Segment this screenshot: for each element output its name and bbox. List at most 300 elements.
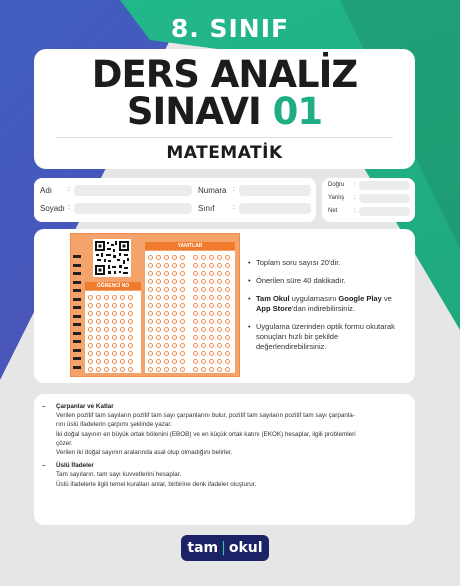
number-bubble — [120, 351, 125, 356]
bubble-row — [88, 310, 133, 316]
answer-bubble — [201, 335, 206, 340]
surname-label: Soyadı — [40, 204, 65, 213]
answer-bubble — [148, 287, 153, 292]
answers-grid — [145, 251, 235, 373]
bubble-row — [88, 318, 133, 324]
number-bubble — [104, 311, 109, 316]
class-label: Sınıf — [198, 204, 215, 213]
class-field[interactable] — [239, 203, 311, 214]
answer-bubble — [172, 287, 177, 292]
answer-bubble — [156, 311, 161, 316]
topic-line: İki doğal sayının en büyük ortak bölenini (EBOB) ve en küçük ortak katını (EKOK) hesaplar, ilgili problemleri — [56, 430, 356, 438]
answer-bubble — [225, 359, 230, 364]
answer-bubble — [225, 327, 230, 332]
answer-bubble — [217, 303, 222, 308]
result-card — [322, 178, 415, 222]
qr-code — [93, 239, 131, 277]
bubble-row — [148, 366, 185, 372]
number-bubble — [128, 327, 133, 332]
net-field[interactable] — [359, 207, 410, 216]
timing-mark — [73, 289, 81, 292]
answer-bubble — [217, 319, 222, 324]
answer-bubble — [193, 311, 198, 316]
bubble-row — [148, 358, 185, 364]
answer-bubble — [225, 335, 230, 340]
student-number-label: ÖĞRENCİ NO — [85, 282, 141, 290]
answer-bubble — [164, 311, 169, 316]
timing-mark — [73, 298, 81, 301]
answer-bubble — [225, 319, 230, 324]
answer-bubble — [148, 359, 153, 364]
instructions-list — [248, 258, 408, 360]
answer-bubble — [225, 303, 230, 308]
exam-number: 01 — [272, 90, 323, 133]
answer-bubble — [201, 271, 206, 276]
wrong-label: Yanlış — [328, 195, 345, 201]
answer-bubble — [148, 367, 153, 372]
answer-bubble — [180, 319, 185, 324]
number-bubble — [128, 319, 133, 324]
subject-title: MATEMATİK — [166, 143, 283, 163]
number-bubble — [112, 367, 117, 372]
answer-bubble — [172, 335, 177, 340]
topic-line: Verilen pozitif tam sayıların pozitif tam sayı çarpanlarını bulur, pozitif tam sayıların pozitif tam sayı çarpanla- — [56, 412, 355, 420]
number-bubble — [112, 295, 117, 300]
number-bubble — [96, 319, 101, 324]
answer-bubble — [225, 279, 230, 284]
answer-bubble — [156, 367, 161, 372]
answer-bubble — [180, 287, 185, 292]
number-bubble — [120, 327, 125, 332]
number-bubble — [120, 359, 125, 364]
tamokul-logo — [181, 535, 269, 561]
number-bubble — [96, 303, 101, 308]
student-info-card — [34, 178, 316, 222]
number-bubble — [112, 303, 117, 308]
answer-bubble — [201, 343, 206, 348]
number-bubble — [88, 295, 93, 300]
answer-bubble — [164, 319, 169, 324]
answer-bubble — [193, 263, 198, 268]
wrong-field[interactable] — [359, 194, 410, 203]
store-name: Google Play — [338, 294, 382, 303]
bubble-row — [148, 318, 185, 324]
bubble-row — [148, 334, 185, 340]
answer-bubble — [225, 367, 230, 372]
bubble-row — [88, 366, 133, 372]
bubble-row — [193, 286, 230, 292]
answer-bubble — [148, 311, 153, 316]
answer-bubble — [156, 303, 161, 308]
number-bubble — [112, 311, 117, 316]
answer-bubble — [201, 359, 206, 364]
bubble-row — [148, 294, 185, 300]
answer-bubble — [193, 295, 198, 300]
net-label: Net — [328, 208, 338, 214]
number-bubble — [96, 343, 101, 348]
colon: : — [354, 195, 356, 201]
answer-bubble — [164, 359, 169, 364]
answer-bubble — [156, 359, 161, 364]
bubble-row — [193, 358, 230, 364]
answer-bubble — [172, 271, 177, 276]
answer-bubble — [225, 343, 230, 348]
answer-bubble — [217, 271, 222, 276]
answer-bubble — [148, 319, 153, 324]
timing-mark — [73, 264, 81, 267]
answer-bubble — [148, 303, 153, 308]
bubble-row — [88, 342, 133, 348]
answer-bubble — [193, 255, 198, 260]
title-divider — [56, 137, 393, 138]
answer-bubble — [193, 279, 198, 284]
answer-bubble — [180, 279, 185, 284]
answer-bubble — [209, 271, 214, 276]
number-bubble — [120, 303, 125, 308]
topic-line: Verilen iki doğal sayının aralarında asal olup olmadığını belirler. — [56, 449, 233, 457]
number-bubble — [128, 295, 133, 300]
logo-text-left: tam — [187, 540, 219, 556]
answer-bubble — [209, 263, 214, 268]
number-bubble — [104, 327, 109, 332]
bubble-row — [193, 326, 230, 332]
number-bubble — [96, 359, 101, 364]
topic-title: – Çarpanlar ve Katlar — [42, 402, 410, 411]
answer-bubble — [164, 287, 169, 292]
answer-bubble — [156, 351, 161, 356]
answer-bubble — [148, 343, 153, 348]
timing-mark — [73, 272, 81, 275]
timing-mark — [73, 332, 81, 335]
number-bubble — [128, 303, 133, 308]
answer-bubble — [217, 255, 222, 260]
answer-bubble — [148, 255, 153, 260]
number-bubble — [112, 343, 117, 348]
timing-mark — [73, 281, 81, 284]
instruction-item: • Toplam soru sayısı 20'dir. — [248, 258, 408, 268]
number-bubble — [120, 335, 125, 340]
bubble-row — [148, 326, 185, 332]
answer-bubble — [172, 263, 177, 268]
number-bubble — [112, 351, 117, 356]
answer-bubble — [201, 319, 206, 324]
number-bubble — [88, 303, 93, 308]
topic-title: – Üslü İfadeler — [42, 461, 410, 470]
answer-bubble — [148, 271, 153, 276]
answer-bubble — [225, 255, 230, 260]
answer-bubble — [172, 295, 177, 300]
bubble-row — [88, 326, 133, 332]
answer-bubble — [209, 367, 214, 372]
number-bubble — [96, 311, 101, 316]
bubble-row — [148, 350, 185, 356]
number-bubble — [120, 319, 125, 324]
instruction-item: • Uygulama üzerinden optik formu okutarak sonuçları hızlı bir şekilde değerlendirebilirsiniz. — [248, 322, 408, 352]
answer-bubble — [156, 335, 161, 340]
answer-bubble — [164, 263, 169, 268]
answer-bubble — [217, 287, 222, 292]
answer-bubble — [164, 279, 169, 284]
correct-field[interactable] — [359, 181, 410, 190]
number-bubble — [96, 367, 101, 372]
bubble-row — [88, 350, 133, 356]
bubble-row — [193, 350, 230, 356]
bubble-row — [193, 262, 230, 268]
answer-bubble — [201, 279, 206, 284]
colon: : — [68, 186, 70, 193]
answer-bubble — [193, 303, 198, 308]
number-bubble — [128, 343, 133, 348]
answer-bubble — [193, 327, 198, 332]
answers-label: YANITLAR — [145, 242, 235, 250]
bubble-row — [88, 334, 133, 340]
answer-bubble — [225, 271, 230, 276]
answer-bubble — [193, 359, 198, 364]
timing-mark — [73, 366, 81, 369]
answer-bubble — [217, 335, 222, 340]
answer-bubble — [217, 359, 222, 364]
brand-name: Tam Okul — [256, 294, 290, 303]
answer-bubble — [209, 359, 214, 364]
student-number-grid — [85, 291, 141, 373]
number-bubble — [88, 335, 93, 340]
answer-bubble — [209, 335, 214, 340]
answer-bubble — [225, 311, 230, 316]
answer-bubble — [201, 311, 206, 316]
answer-bubble — [201, 327, 206, 332]
instruction-text: uygulamasını — [289, 294, 339, 303]
answer-bubble — [180, 295, 185, 300]
answer-bubble — [217, 311, 222, 316]
answer-bubble — [148, 295, 153, 300]
bubble-row — [193, 302, 230, 308]
bubble-row — [148, 270, 185, 276]
number-bubble — [88, 351, 93, 356]
answer-bubble — [164, 271, 169, 276]
bubble-row — [88, 302, 133, 308]
answer-bubble — [156, 295, 161, 300]
answer-bubble — [148, 351, 153, 356]
timing-mark — [73, 340, 81, 343]
topic-line: Üslü ifadelerle ilgili temel kuralları anlar, birbirine denk ifadeler oluşturur. — [56, 480, 257, 488]
number-bubble — [88, 319, 93, 324]
answer-bubble — [180, 359, 185, 364]
answer-bubble — [180, 335, 185, 340]
logo-separator: | — [221, 540, 226, 556]
number-bubble — [120, 343, 125, 348]
name-field[interactable] — [74, 185, 192, 196]
timing-mark — [73, 255, 81, 258]
number-bubble — [104, 343, 109, 348]
answer-bubble — [201, 303, 206, 308]
title-text: SINAVI — [126, 90, 261, 133]
answer-bubble — [225, 295, 230, 300]
number-bubble — [112, 335, 117, 340]
answer-bubble — [209, 287, 214, 292]
bubble-row — [148, 310, 185, 316]
answer-bubble — [172, 351, 177, 356]
answer-bubble — [180, 343, 185, 348]
answer-bubble — [193, 319, 198, 324]
number-bubble — [104, 303, 109, 308]
colon: : — [233, 186, 235, 193]
answer-bubble — [148, 263, 153, 268]
number-bubble — [112, 359, 117, 364]
answer-bubble — [172, 343, 177, 348]
number-bubble — [88, 359, 93, 364]
answer-bubble — [201, 367, 206, 372]
timing-mark — [73, 315, 81, 318]
answer-bubble — [180, 327, 185, 332]
grade-label: 8. SINIF — [170, 14, 290, 43]
number-bubble — [128, 351, 133, 356]
colon: : — [233, 204, 235, 211]
number-label: Numara — [198, 186, 227, 195]
number-bubble — [96, 351, 101, 356]
colon: : — [354, 208, 356, 214]
title-line-2 — [34, 92, 415, 132]
answer-bubble — [172, 359, 177, 364]
number-bubble — [104, 367, 109, 372]
bubble-row — [148, 262, 185, 268]
answer-bubble — [209, 303, 214, 308]
bubble-row — [193, 294, 230, 300]
answer-bubble — [156, 255, 161, 260]
number-bubble — [104, 359, 109, 364]
answer-bubble — [201, 351, 206, 356]
answer-bubble — [180, 263, 185, 268]
topic-line: Tam sayıların, tam sayı kuvvetlerini hesaplar. — [56, 471, 182, 479]
colon: : — [68, 204, 70, 211]
bubble-row — [88, 294, 133, 300]
answer-bubble — [193, 343, 198, 348]
answer-bubble — [209, 311, 214, 316]
store-name: App Store — [256, 304, 292, 313]
answer-bubble — [156, 343, 161, 348]
answer-bubble — [180, 311, 185, 316]
answer-bubble — [217, 327, 222, 332]
instruction-text: ve — [381, 294, 392, 303]
answer-bubble — [156, 263, 161, 268]
number-bubble — [96, 335, 101, 340]
number-bubble — [104, 295, 109, 300]
number-bubble — [88, 367, 93, 372]
answer-bubble — [148, 279, 153, 284]
answer-bubble — [209, 295, 214, 300]
topic-line: çözer. — [56, 439, 73, 447]
number-bubble — [96, 327, 101, 332]
answer-bubble — [156, 271, 161, 276]
answer-bubble — [172, 303, 177, 308]
answer-bubble — [164, 351, 169, 356]
answer-bubble — [172, 311, 177, 316]
answer-bubble — [164, 367, 169, 372]
topics-list — [42, 402, 410, 489]
answer-bubble — [172, 255, 177, 260]
number-bubble — [120, 295, 125, 300]
answer-bubble — [201, 287, 206, 292]
instruction-text: 'dan indirebilirsiniz. — [291, 304, 355, 313]
answer-bubble — [180, 255, 185, 260]
bubble-row — [193, 334, 230, 340]
answer-bubble — [193, 351, 198, 356]
title-card — [34, 49, 415, 169]
bubble-row — [88, 358, 133, 364]
colon: : — [354, 182, 356, 188]
answer-bubble — [180, 351, 185, 356]
number-bubble — [128, 367, 133, 372]
answer-bubble — [225, 287, 230, 292]
correct-label: Doğru — [328, 182, 345, 188]
answer-bubble — [209, 319, 214, 324]
answer-bubble — [217, 295, 222, 300]
timing-mark — [73, 306, 81, 309]
answer-bubble — [164, 303, 169, 308]
answer-bubble — [193, 335, 198, 340]
answer-bubble — [193, 287, 198, 292]
name-label: Adı — [40, 186, 53, 195]
bubble-row — [193, 366, 230, 372]
answer-bubble — [209, 255, 214, 260]
number-field[interactable] — [239, 185, 311, 196]
answer-bubble — [201, 263, 206, 268]
bubble-row — [148, 342, 185, 348]
answer-bubble — [148, 327, 153, 332]
answer-bubble — [201, 295, 206, 300]
number-bubble — [128, 335, 133, 340]
bubble-row — [193, 318, 230, 324]
answer-bubble — [156, 327, 161, 332]
answer-bubble — [217, 367, 222, 372]
answer-bubble — [156, 287, 161, 292]
answer-bubble — [217, 279, 222, 284]
number-bubble — [128, 311, 133, 316]
answer-bubble — [225, 351, 230, 356]
answer-bubble — [201, 255, 206, 260]
answer-bubble — [217, 343, 222, 348]
answer-bubble — [180, 303, 185, 308]
number-bubble — [88, 343, 93, 348]
answer-bubble — [164, 327, 169, 332]
instruction-item: • Önerilen süre 40 dakikadır. — [248, 276, 408, 286]
answer-bubble — [225, 263, 230, 268]
answer-bubble — [172, 367, 177, 372]
answer-bubble — [148, 335, 153, 340]
surname-field[interactable] — [74, 203, 192, 214]
bubble-row — [148, 302, 185, 308]
timing-mark — [73, 323, 81, 326]
bubble-row — [193, 310, 230, 316]
answer-bubble — [172, 279, 177, 284]
answer-bubble — [164, 343, 169, 348]
number-bubble — [112, 319, 117, 324]
answer-bubble — [209, 343, 214, 348]
number-bubble — [120, 311, 125, 316]
number-bubble — [104, 319, 109, 324]
answer-bubble — [164, 295, 169, 300]
title-line-1: DERS ANALİZ — [91, 53, 358, 96]
answer-bubble — [156, 319, 161, 324]
timing-mark — [73, 357, 81, 360]
number-bubble — [104, 351, 109, 356]
number-bubble — [128, 359, 133, 364]
answer-bubble — [172, 319, 177, 324]
answer-bubble — [193, 367, 198, 372]
answer-bubble — [180, 271, 185, 276]
answer-bubble — [172, 327, 177, 332]
answer-bubble — [209, 327, 214, 332]
bubble-row — [148, 278, 185, 284]
